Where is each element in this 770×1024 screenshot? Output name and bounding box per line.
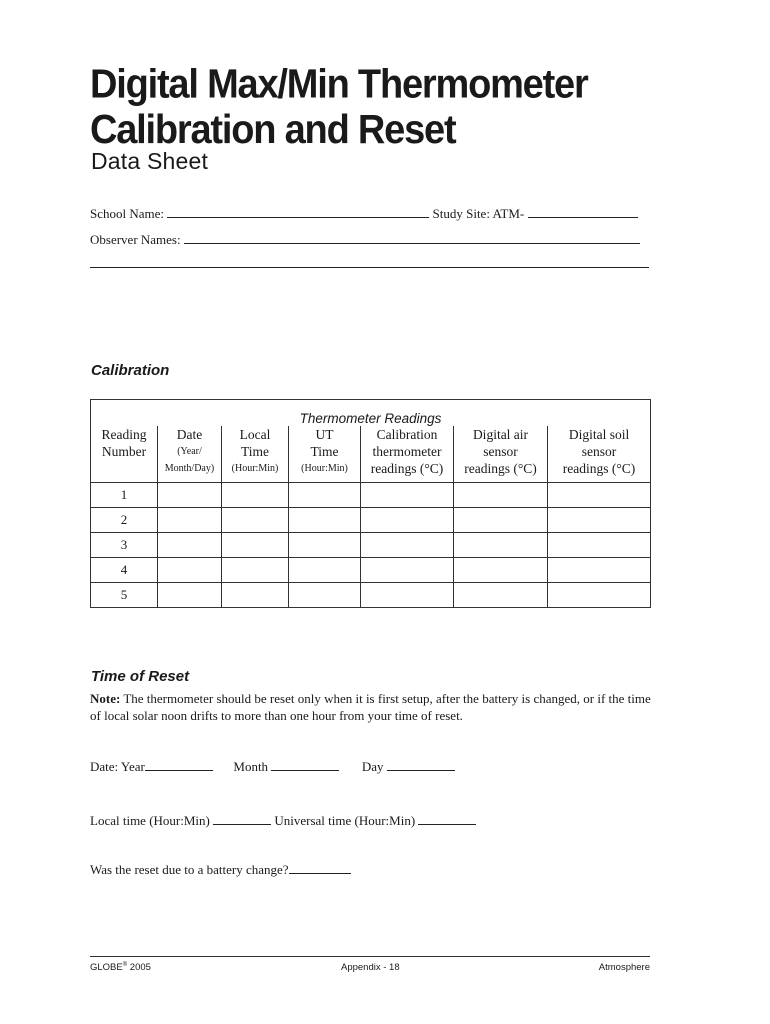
table-cell[interactable] (361, 558, 454, 583)
table-row (91, 533, 651, 558)
table-row (91, 558, 651, 583)
column-header-line: (Hour:Min) (301, 463, 348, 474)
row-number: 4 (91, 558, 158, 583)
thermometer-readings-table (90, 399, 651, 608)
column-header-line: Date (176, 427, 203, 442)
school-name-label: School Name: (90, 206, 165, 221)
table-cell[interactable] (454, 483, 548, 508)
column-header-line: (Hour:Min) (231, 463, 279, 474)
battery-change-row (90, 862, 351, 878)
table-cell[interactable] (222, 558, 289, 583)
column-header-line: readings (°C) (464, 461, 537, 476)
table-cell[interactable] (158, 558, 222, 583)
month-label: Month (233, 759, 269, 774)
school-name-row (90, 206, 638, 222)
table-header-row (91, 426, 651, 483)
table-title: Thermometer Readings (91, 400, 651, 427)
table-row (91, 483, 651, 508)
study-site-label: Study Site: ATM- (432, 206, 525, 221)
footer-year: 2005 (127, 962, 151, 974)
table-cell[interactable] (454, 583, 548, 608)
column-header-line: Number (101, 444, 147, 459)
table-cell[interactable] (158, 583, 222, 608)
table-cell[interactable] (222, 483, 289, 508)
table-cell[interactable] (548, 483, 651, 508)
observer-names-label: Observer Names: (90, 232, 181, 247)
table-cell[interactable] (548, 558, 651, 583)
table-cell[interactable] (361, 533, 454, 558)
table-cell[interactable] (222, 533, 289, 558)
table-cell[interactable] (289, 583, 361, 608)
column-header-line: Month/Day) (164, 463, 215, 474)
month-field[interactable] (271, 769, 339, 771)
table-cell[interactable] (289, 483, 361, 508)
note-text: The thermometer should be reset only when it is first setup, after the battery is changed, or if the time of local solar noon drifts to more than one hour from your time of reset. (90, 691, 651, 723)
column-header-line: Digital soil (568, 427, 630, 442)
column-header-line: Time (310, 444, 339, 459)
observer-names-extra-line[interactable] (90, 267, 649, 268)
column-header-line: (Year/ (177, 446, 202, 457)
table-cell[interactable] (548, 533, 651, 558)
column-header-line: Calibration (376, 427, 438, 442)
row-number: 2 (91, 508, 158, 533)
reset-date-row (90, 759, 455, 775)
reset-note (90, 690, 655, 724)
row-number: 5 (91, 583, 158, 608)
observer-names-field[interactable] (184, 242, 640, 244)
footer-brand: GLOBE (90, 962, 123, 974)
battery-change-label: Was the reset due to a battery change? (90, 862, 289, 877)
footer-section: Atmosphere (598, 962, 650, 973)
title-line-2: Calibration and Reset (90, 107, 456, 153)
calibration-heading: Calibration (91, 362, 170, 379)
column-header-line: readings (°C) (370, 461, 444, 476)
column-header-digital-air (454, 426, 548, 483)
table-cell[interactable] (158, 508, 222, 533)
table-cell[interactable] (548, 583, 651, 608)
table-row (91, 583, 651, 608)
local-time-field[interactable] (213, 823, 271, 825)
note-label: Note: (90, 691, 121, 706)
universal-time-field[interactable] (418, 823, 476, 825)
footer-registered-mark: ® (122, 962, 128, 968)
table-cell[interactable] (361, 583, 454, 608)
footer-left (90, 962, 151, 973)
local-time-label: Local time (Hour:Min) (90, 813, 210, 828)
column-header-date (158, 426, 222, 483)
column-header-local-time (222, 426, 289, 483)
table-cell[interactable] (158, 483, 222, 508)
row-number: 1 (91, 483, 158, 508)
table-cell[interactable] (289, 508, 361, 533)
column-header-digital-soil (548, 426, 651, 483)
column-header-line: Local (239, 427, 271, 442)
battery-change-field[interactable] (289, 872, 351, 874)
year-field[interactable] (145, 769, 213, 771)
time-of-reset-heading: Time of Reset (91, 668, 190, 685)
table-cell[interactable] (454, 533, 548, 558)
title-line-1: Digital Max/Min Thermometer (90, 62, 588, 108)
table-cell[interactable] (158, 533, 222, 558)
table-row (91, 508, 651, 533)
column-header-line: thermometer (372, 444, 442, 459)
study-site-field[interactable] (528, 216, 638, 218)
school-name-field[interactable] (167, 216, 429, 218)
footer-divider (90, 956, 650, 957)
table-cell[interactable] (454, 558, 548, 583)
observer-names-row (90, 232, 640, 248)
column-header-line: sensor (483, 444, 518, 459)
column-header-line: UT (315, 427, 334, 442)
page-subtitle: Data Sheet (91, 148, 209, 174)
column-header-line: Reading (101, 427, 147, 442)
table-cell[interactable] (289, 558, 361, 583)
page-title (90, 62, 710, 153)
column-header-ut-time (289, 426, 361, 483)
table-cell[interactable] (222, 508, 289, 533)
column-header-reading-number (91, 426, 158, 483)
table-cell[interactable] (548, 508, 651, 533)
reset-time-row (90, 813, 476, 829)
universal-time-label: Universal time (Hour:Min) (274, 813, 416, 828)
table-cell[interactable] (289, 533, 361, 558)
column-header-calibration-thermometer (361, 426, 454, 483)
column-header-line: Time (240, 444, 269, 459)
day-label: Day (361, 759, 384, 774)
table-cell[interactable] (361, 483, 454, 508)
table-cell[interactable] (361, 508, 454, 533)
table-cell[interactable] (454, 508, 548, 533)
footer-page-number: Appendix - 18 (341, 962, 400, 973)
column-header-line: readings (°C) (562, 461, 636, 476)
day-field[interactable] (387, 769, 455, 771)
date-year-label: Date: Year (90, 759, 145, 774)
column-header-line: sensor (581, 444, 617, 459)
column-header-line: Digital air (472, 427, 529, 442)
table-cell[interactable] (222, 583, 289, 608)
row-number: 3 (91, 533, 158, 558)
